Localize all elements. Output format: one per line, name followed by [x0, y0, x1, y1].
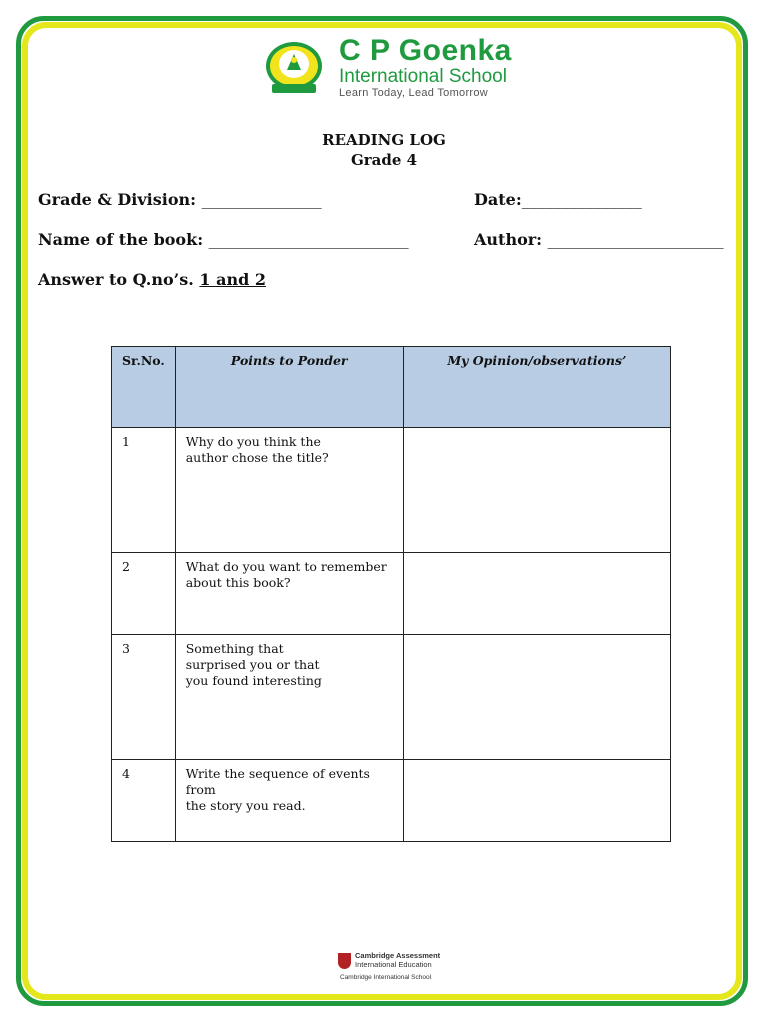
row-point-text: What do you want to remember about this book?: [185, 559, 387, 590]
row-opinion-cell[interactable]: [403, 635, 670, 760]
row-point: [175, 553, 403, 635]
date-label: Date:: [474, 190, 522, 209]
cambridge-line3: Cambridge International School: [340, 974, 432, 981]
cambridge-footer-logo: [338, 950, 448, 986]
answer-value: 1 and 2: [199, 270, 266, 289]
school-logo: [255, 36, 525, 102]
header-points-to-ponder: Points to Ponder: [175, 347, 403, 428]
date-blank[interactable]: _______________: [521, 190, 642, 209]
row-opinion-cell[interactable]: [403, 760, 670, 842]
row-point-text: Write the sequence of events from the story you read.: [185, 766, 370, 813]
header-sr-no: Sr.No.: [112, 347, 176, 428]
table-row: [112, 635, 671, 760]
cambridge-shield-icon: [338, 953, 351, 969]
row-opinion-cell[interactable]: [403, 428, 670, 553]
author-label: Author:: [474, 230, 543, 249]
cambridge-line1: Cambridge Assessment: [355, 951, 441, 960]
table-row: [112, 428, 671, 553]
row-point: [175, 428, 403, 553]
row-point-text: Something that surprised you or that you found interesting: [185, 641, 322, 688]
school-crest-icon: [263, 40, 325, 96]
book-name-label: Name of the book:: [38, 230, 204, 249]
school-tagline: Learn Today, Lead Tomorrow: [339, 87, 489, 99]
answer-label: Answer to Q.no’s.: [38, 270, 194, 289]
table-row: [112, 553, 671, 635]
row-opinion-cell[interactable]: [403, 553, 670, 635]
book-name-field: [38, 230, 409, 249]
row-sr: 4: [112, 760, 176, 842]
grade-division-blank[interactable]: _______________: [201, 190, 322, 209]
grade-division-field: [38, 190, 322, 209]
header-my-opinion: My Opinion/observations’: [403, 347, 670, 428]
answer-field: [38, 270, 266, 289]
author-blank[interactable]: ______________________: [547, 230, 724, 249]
author-field: [474, 230, 724, 249]
cambridge-line2: International Education: [355, 960, 432, 969]
row-point: [175, 760, 403, 842]
row-sr: 3: [112, 635, 176, 760]
table-row: [112, 760, 671, 842]
row-sr: 1: [112, 428, 176, 553]
school-subname: International School: [339, 66, 507, 87]
grade-division-label: Grade & Division:: [38, 190, 197, 209]
page-subtitle: Grade 4: [350, 151, 418, 169]
book-name-blank[interactable]: _________________________: [208, 230, 409, 249]
school-name: C P Goenka: [339, 34, 512, 67]
row-point: [175, 635, 403, 760]
row-sr: 2: [112, 553, 176, 635]
reading-log-table: [111, 346, 671, 842]
table-header-row: [112, 347, 671, 428]
row-point-text: Why do you think the author chose the title?: [185, 434, 329, 465]
page-title: READING LOG: [322, 131, 446, 149]
date-field: [474, 190, 642, 209]
